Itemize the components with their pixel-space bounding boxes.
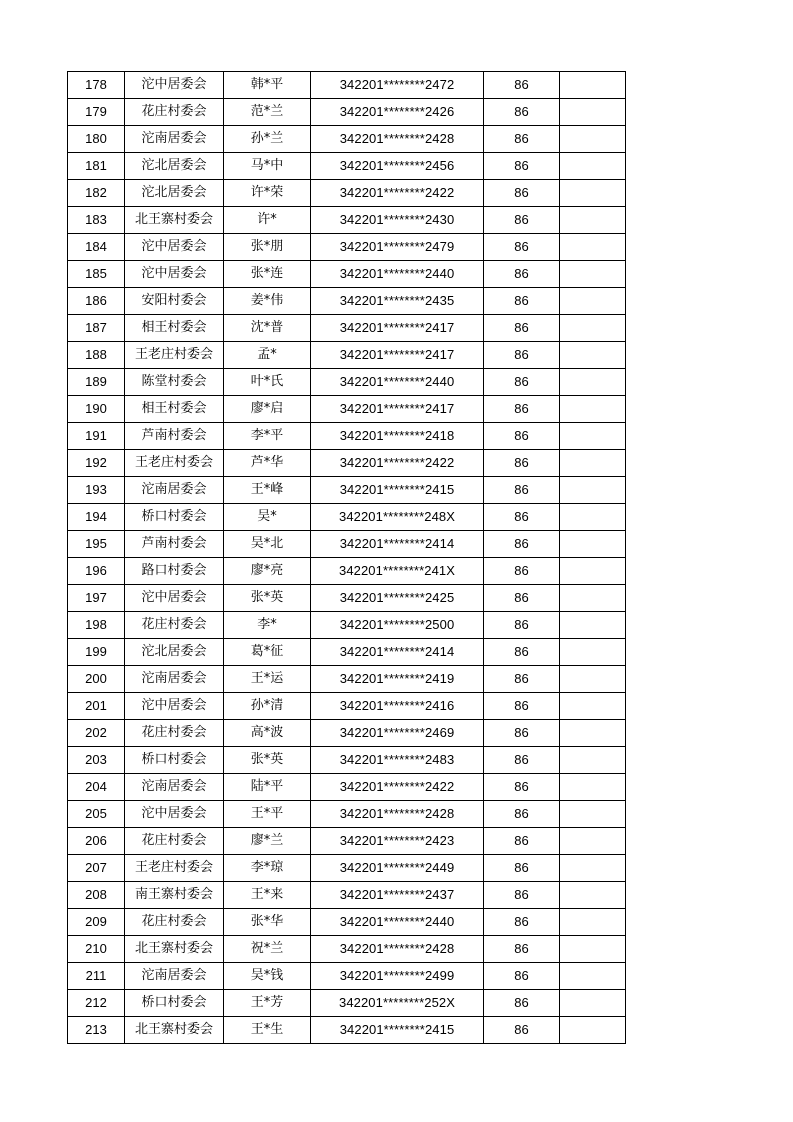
note-cell	[560, 207, 626, 234]
note-cell	[560, 1017, 626, 1044]
row-number-cell: 203	[68, 747, 125, 774]
unit-name-cell: 北王寨村委会	[125, 936, 224, 963]
id-number-cell: 342201********2440	[311, 369, 484, 396]
table-row	[68, 315, 626, 342]
note-cell	[560, 747, 626, 774]
table-row	[68, 963, 626, 990]
score-cell: 86	[484, 828, 560, 855]
table-row	[68, 504, 626, 531]
score-cell: 86	[484, 936, 560, 963]
person-name-cell: 李*平	[224, 423, 311, 450]
score-cell: 86	[484, 450, 560, 477]
id-number-cell: 342201********2437	[311, 882, 484, 909]
person-name-cell: 陆*平	[224, 774, 311, 801]
note-cell	[560, 693, 626, 720]
note-cell	[560, 801, 626, 828]
row-number-cell: 182	[68, 180, 125, 207]
unit-name-cell: 桥口村委会	[125, 504, 224, 531]
person-name-cell: 许*荣	[224, 180, 311, 207]
table-row	[68, 423, 626, 450]
row-number-cell: 194	[68, 504, 125, 531]
person-name-cell: 范*兰	[224, 99, 311, 126]
unit-name-cell: 沱中居委会	[125, 801, 224, 828]
score-cell: 86	[484, 423, 560, 450]
score-cell: 86	[484, 99, 560, 126]
table-row	[68, 531, 626, 558]
person-name-cell: 王*来	[224, 882, 311, 909]
table-row	[68, 261, 626, 288]
person-name-cell: 吴*北	[224, 531, 311, 558]
id-number-cell: 342201********2483	[311, 747, 484, 774]
note-cell	[560, 288, 626, 315]
person-name-cell: 孟*	[224, 342, 311, 369]
table-row	[68, 126, 626, 153]
table-row	[68, 396, 626, 423]
note-cell	[560, 396, 626, 423]
unit-name-cell: 路口村委会	[125, 558, 224, 585]
id-number-cell: 342201********2500	[311, 612, 484, 639]
unit-name-cell: 相王村委会	[125, 315, 224, 342]
id-number-cell: 342201********2426	[311, 99, 484, 126]
unit-name-cell: 沱南居委会	[125, 963, 224, 990]
person-name-cell: 韩*平	[224, 72, 311, 99]
table-row	[68, 180, 626, 207]
row-number-cell: 204	[68, 774, 125, 801]
id-number-cell: 342201********2435	[311, 288, 484, 315]
table-row	[68, 909, 626, 936]
note-cell	[560, 180, 626, 207]
score-cell: 86	[484, 261, 560, 288]
id-number-cell: 342201********2423	[311, 828, 484, 855]
person-name-cell: 叶*氏	[224, 369, 311, 396]
note-cell	[560, 342, 626, 369]
person-name-cell: 葛*征	[224, 639, 311, 666]
note-cell	[560, 450, 626, 477]
note-cell	[560, 855, 626, 882]
row-number-cell: 190	[68, 396, 125, 423]
unit-name-cell: 沱南居委会	[125, 666, 224, 693]
score-cell: 86	[484, 720, 560, 747]
table-row	[68, 1017, 626, 1044]
id-number-cell: 342201********2456	[311, 153, 484, 180]
note-cell	[560, 720, 626, 747]
unit-name-cell: 沱中居委会	[125, 693, 224, 720]
row-number-cell: 198	[68, 612, 125, 639]
note-cell	[560, 99, 626, 126]
person-name-cell: 沈*普	[224, 315, 311, 342]
note-cell	[560, 477, 626, 504]
table-row	[68, 342, 626, 369]
score-cell: 86	[484, 126, 560, 153]
table-row	[68, 288, 626, 315]
score-cell: 86	[484, 396, 560, 423]
unit-name-cell: 花庄村委会	[125, 612, 224, 639]
unit-name-cell: 沱中居委会	[125, 261, 224, 288]
score-cell: 86	[484, 693, 560, 720]
note-cell	[560, 828, 626, 855]
note-cell	[560, 612, 626, 639]
score-cell: 86	[484, 666, 560, 693]
score-cell: 86	[484, 1017, 560, 1044]
score-cell: 86	[484, 315, 560, 342]
person-name-cell: 孙*清	[224, 693, 311, 720]
score-cell: 86	[484, 774, 560, 801]
note-cell	[560, 261, 626, 288]
id-number-cell: 342201********2430	[311, 207, 484, 234]
person-name-cell: 廖*启	[224, 396, 311, 423]
person-name-cell: 祝*兰	[224, 936, 311, 963]
row-number-cell: 202	[68, 720, 125, 747]
id-number-cell: 342201********2418	[311, 423, 484, 450]
table-row	[68, 666, 626, 693]
score-cell: 86	[484, 990, 560, 1017]
note-cell	[560, 666, 626, 693]
score-cell: 86	[484, 369, 560, 396]
unit-name-cell: 桥口村委会	[125, 990, 224, 1017]
unit-name-cell: 沱北居委会	[125, 639, 224, 666]
person-name-cell: 李*琼	[224, 855, 311, 882]
note-cell	[560, 585, 626, 612]
note-cell	[560, 774, 626, 801]
score-cell: 86	[484, 639, 560, 666]
id-number-cell: 342201********248X	[311, 504, 484, 531]
row-number-cell: 184	[68, 234, 125, 261]
score-cell: 86	[484, 342, 560, 369]
unit-name-cell: 沱中居委会	[125, 72, 224, 99]
table-row	[68, 207, 626, 234]
unit-name-cell: 王老庄村委会	[125, 342, 224, 369]
table-row	[68, 558, 626, 585]
table-row	[68, 990, 626, 1017]
row-number-cell: 209	[68, 909, 125, 936]
unit-name-cell: 芦南村委会	[125, 531, 224, 558]
id-number-cell: 342201********2472	[311, 72, 484, 99]
row-number-cell: 195	[68, 531, 125, 558]
id-number-cell: 342201********2428	[311, 126, 484, 153]
person-name-cell: 孙*兰	[224, 126, 311, 153]
score-cell: 86	[484, 531, 560, 558]
table-row	[68, 585, 626, 612]
person-name-cell: 廖*兰	[224, 828, 311, 855]
note-cell	[560, 963, 626, 990]
table-row	[68, 612, 626, 639]
unit-name-cell: 沱中居委会	[125, 585, 224, 612]
id-number-cell: 342201********2449	[311, 855, 484, 882]
id-number-cell: 342201********2417	[311, 396, 484, 423]
person-name-cell: 王*生	[224, 1017, 311, 1044]
unit-name-cell: 陈堂村委会	[125, 369, 224, 396]
person-name-cell: 王*峰	[224, 477, 311, 504]
score-cell: 86	[484, 963, 560, 990]
person-name-cell: 张*英	[224, 747, 311, 774]
unit-name-cell: 相王村委会	[125, 396, 224, 423]
note-cell	[560, 126, 626, 153]
person-name-cell: 许*	[224, 207, 311, 234]
note-cell	[560, 153, 626, 180]
id-number-cell: 342201********2425	[311, 585, 484, 612]
table-row	[68, 801, 626, 828]
row-number-cell: 178	[68, 72, 125, 99]
unit-name-cell: 王老庄村委会	[125, 450, 224, 477]
row-number-cell: 181	[68, 153, 125, 180]
row-number-cell: 189	[68, 369, 125, 396]
unit-name-cell: 南王寨村委会	[125, 882, 224, 909]
id-number-cell: 342201********252X	[311, 990, 484, 1017]
id-number-cell: 342201********2419	[311, 666, 484, 693]
table-row	[68, 477, 626, 504]
table-row	[68, 828, 626, 855]
row-number-cell: 210	[68, 936, 125, 963]
id-number-cell: 342201********2428	[311, 801, 484, 828]
id-number-cell: 342201********241X	[311, 558, 484, 585]
row-number-cell: 206	[68, 828, 125, 855]
row-number-cell: 180	[68, 126, 125, 153]
score-cell: 86	[484, 801, 560, 828]
unit-name-cell: 沱北居委会	[125, 180, 224, 207]
table-row	[68, 747, 626, 774]
id-number-cell: 342201********2414	[311, 639, 484, 666]
note-cell	[560, 936, 626, 963]
row-number-cell: 187	[68, 315, 125, 342]
table-row	[68, 720, 626, 747]
note-cell	[560, 909, 626, 936]
table-row	[68, 72, 626, 99]
person-name-cell: 马*中	[224, 153, 311, 180]
note-cell	[560, 315, 626, 342]
row-number-cell: 185	[68, 261, 125, 288]
note-cell	[560, 882, 626, 909]
unit-name-cell: 芦南村委会	[125, 423, 224, 450]
id-number-cell: 342201********2414	[311, 531, 484, 558]
unit-name-cell: 花庄村委会	[125, 909, 224, 936]
person-name-cell: 张*华	[224, 909, 311, 936]
id-number-cell: 342201********2499	[311, 963, 484, 990]
table-row	[68, 936, 626, 963]
note-cell	[560, 639, 626, 666]
person-name-cell: 王*运	[224, 666, 311, 693]
unit-name-cell: 花庄村委会	[125, 720, 224, 747]
person-name-cell: 张*英	[224, 585, 311, 612]
id-number-cell: 342201********2416	[311, 693, 484, 720]
score-cell: 86	[484, 288, 560, 315]
note-cell	[560, 990, 626, 1017]
unit-name-cell: 王老庄村委会	[125, 855, 224, 882]
row-number-cell: 207	[68, 855, 125, 882]
id-number-cell: 342201********2422	[311, 180, 484, 207]
id-number-cell: 342201********2469	[311, 720, 484, 747]
person-name-cell: 吴*钱	[224, 963, 311, 990]
score-cell: 86	[484, 234, 560, 261]
person-name-cell: 吴*	[224, 504, 311, 531]
unit-name-cell: 沱南居委会	[125, 774, 224, 801]
score-cell: 86	[484, 180, 560, 207]
row-number-cell: 183	[68, 207, 125, 234]
person-name-cell: 芦*华	[224, 450, 311, 477]
table-row	[68, 693, 626, 720]
id-number-cell: 342201********2422	[311, 774, 484, 801]
person-name-cell: 张*朋	[224, 234, 311, 261]
row-number-cell: 191	[68, 423, 125, 450]
person-name-cell: 姜*伟	[224, 288, 311, 315]
row-number-cell: 196	[68, 558, 125, 585]
id-number-cell: 342201********2415	[311, 1017, 484, 1044]
id-number-cell: 342201********2428	[311, 936, 484, 963]
roster-sheet	[67, 71, 626, 1044]
score-cell: 86	[484, 153, 560, 180]
row-number-cell: 201	[68, 693, 125, 720]
score-cell: 86	[484, 207, 560, 234]
unit-name-cell: 沱中居委会	[125, 234, 224, 261]
row-number-cell: 213	[68, 1017, 125, 1044]
row-number-cell: 197	[68, 585, 125, 612]
table-row	[68, 369, 626, 396]
unit-name-cell: 安阳村委会	[125, 288, 224, 315]
row-number-cell: 205	[68, 801, 125, 828]
score-cell: 86	[484, 612, 560, 639]
score-cell: 86	[484, 558, 560, 585]
note-cell	[560, 504, 626, 531]
roster-table-body	[68, 72, 626, 1044]
roster-table	[67, 71, 626, 1044]
row-number-cell: 179	[68, 99, 125, 126]
unit-name-cell: 北王寨村委会	[125, 1017, 224, 1044]
id-number-cell: 342201********2422	[311, 450, 484, 477]
score-cell: 86	[484, 855, 560, 882]
table-row	[68, 639, 626, 666]
table-row	[68, 450, 626, 477]
person-name-cell: 王*芳	[224, 990, 311, 1017]
score-cell: 86	[484, 585, 560, 612]
unit-name-cell: 桥口村委会	[125, 747, 224, 774]
score-cell: 86	[484, 504, 560, 531]
note-cell	[560, 423, 626, 450]
note-cell	[560, 369, 626, 396]
unit-name-cell: 沱南居委会	[125, 477, 224, 504]
score-cell: 86	[484, 477, 560, 504]
id-number-cell: 342201********2417	[311, 342, 484, 369]
person-name-cell: 李*	[224, 612, 311, 639]
note-cell	[560, 234, 626, 261]
id-number-cell: 342201********2440	[311, 909, 484, 936]
score-cell: 86	[484, 882, 560, 909]
person-name-cell: 张*连	[224, 261, 311, 288]
row-number-cell: 211	[68, 963, 125, 990]
id-number-cell: 342201********2415	[311, 477, 484, 504]
table-row	[68, 99, 626, 126]
row-number-cell: 186	[68, 288, 125, 315]
note-cell	[560, 558, 626, 585]
table-row	[68, 234, 626, 261]
id-number-cell: 342201********2440	[311, 261, 484, 288]
table-row	[68, 855, 626, 882]
id-number-cell: 342201********2417	[311, 315, 484, 342]
table-row	[68, 774, 626, 801]
person-name-cell: 廖*亮	[224, 558, 311, 585]
score-cell: 86	[484, 72, 560, 99]
row-number-cell: 212	[68, 990, 125, 1017]
note-cell	[560, 531, 626, 558]
row-number-cell: 199	[68, 639, 125, 666]
score-cell: 86	[484, 747, 560, 774]
unit-name-cell: 花庄村委会	[125, 828, 224, 855]
row-number-cell: 193	[68, 477, 125, 504]
note-cell	[560, 72, 626, 99]
unit-name-cell: 花庄村委会	[125, 99, 224, 126]
person-name-cell: 高*波	[224, 720, 311, 747]
id-number-cell: 342201********2479	[311, 234, 484, 261]
row-number-cell: 188	[68, 342, 125, 369]
table-row	[68, 153, 626, 180]
row-number-cell: 200	[68, 666, 125, 693]
table-row	[68, 882, 626, 909]
unit-name-cell: 沱南居委会	[125, 126, 224, 153]
unit-name-cell: 沱北居委会	[125, 153, 224, 180]
row-number-cell: 192	[68, 450, 125, 477]
row-number-cell: 208	[68, 882, 125, 909]
score-cell: 86	[484, 909, 560, 936]
person-name-cell: 王*平	[224, 801, 311, 828]
unit-name-cell: 北王寨村委会	[125, 207, 224, 234]
